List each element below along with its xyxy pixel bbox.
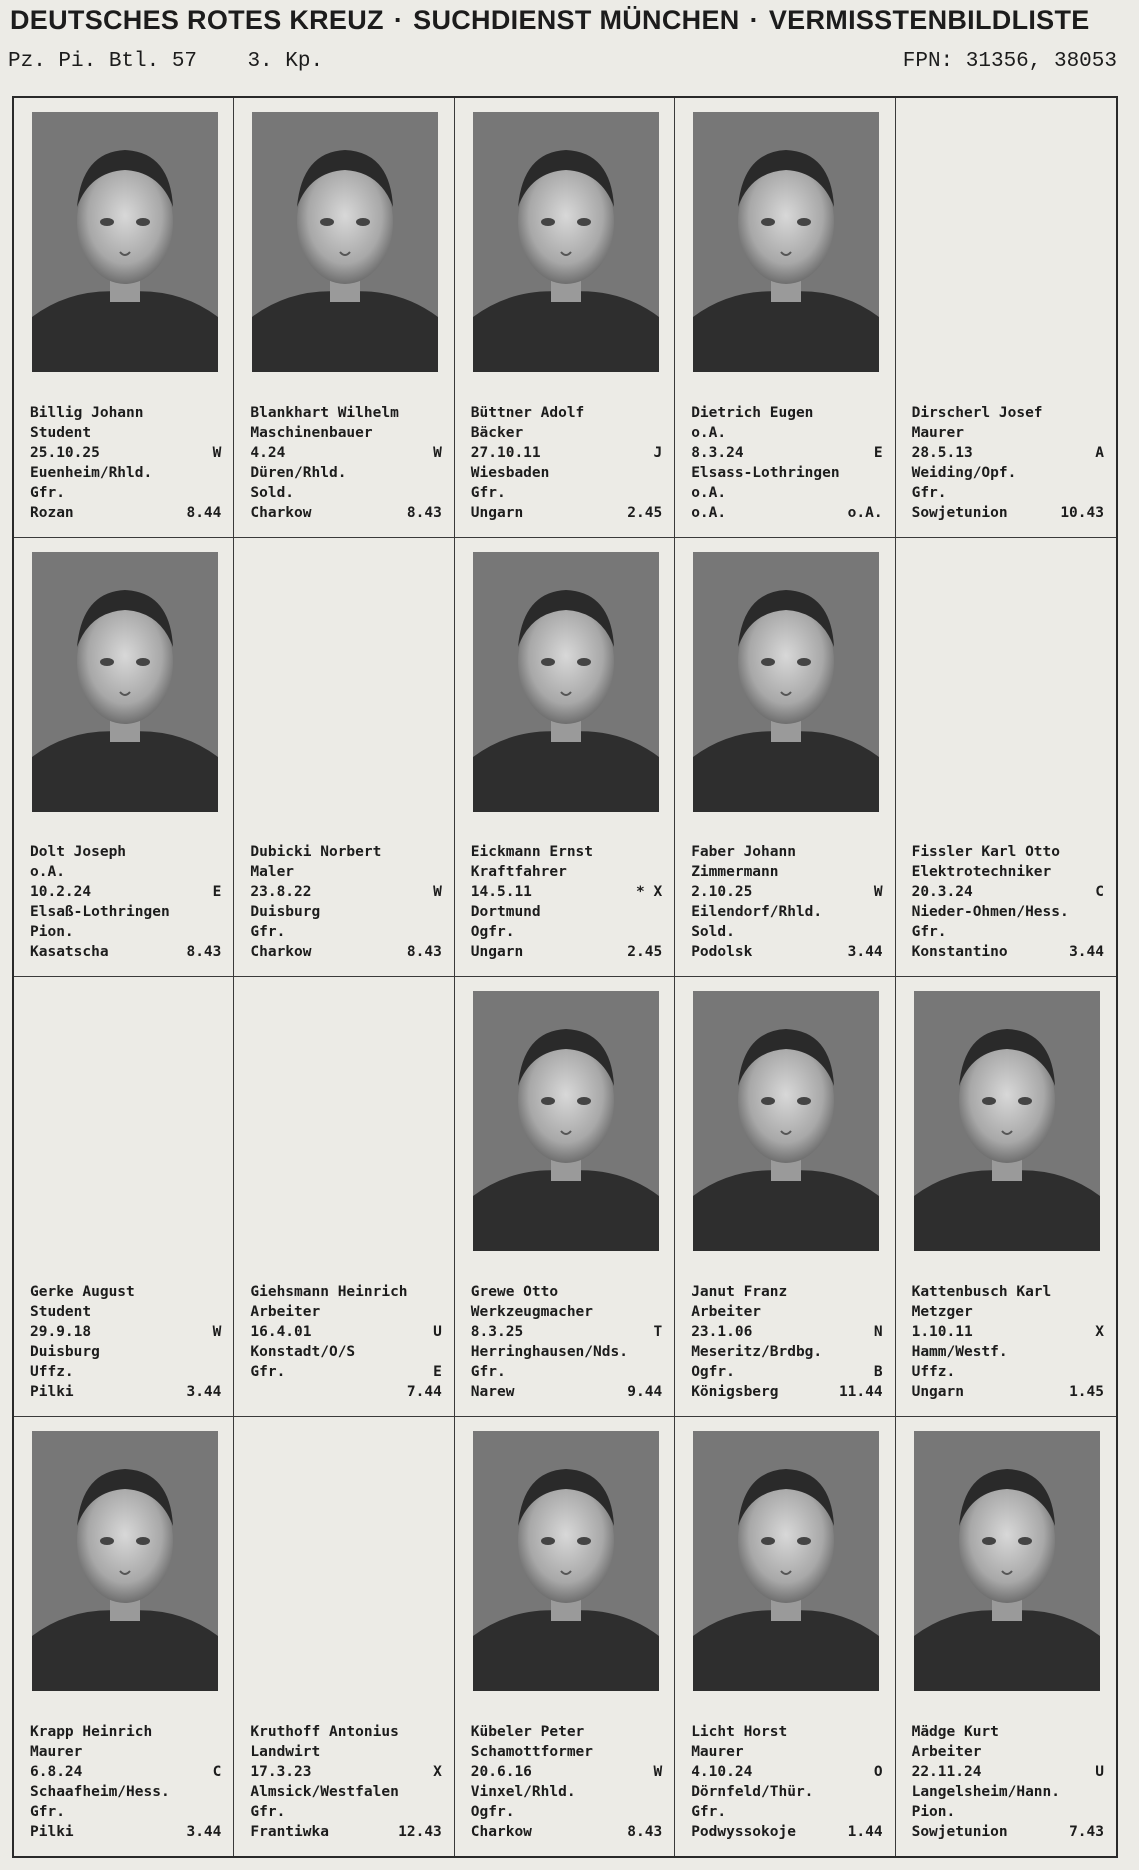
last-seen-date: 7.43 — [1069, 1824, 1104, 1840]
region-code: W — [873, 884, 883, 900]
region-code: E — [212, 884, 222, 900]
last-location: Rozan — [30, 504, 74, 521]
person-name: Licht Horst — [691, 1724, 788, 1740]
person-name: Dolt Joseph — [30, 844, 127, 860]
birthplace: Schaafheim/Hess. — [30, 1784, 170, 1800]
last-seen-date: 9.44 — [627, 1383, 663, 1400]
occupation: Kraftfahrer — [470, 864, 567, 880]
rank: Gfr. — [30, 1804, 65, 1820]
birth-date: 25.10.25 — [30, 444, 100, 461]
last-location: Sowjetunion — [911, 504, 1008, 521]
birth-date: 8.3.24 — [691, 444, 744, 461]
portrait-photo — [693, 1431, 879, 1691]
last-seen-date: 2.45 — [627, 944, 663, 960]
last-location: Podwyssokoje — [691, 1824, 796, 1840]
person-info — [30, 842, 221, 962]
person-name: Mädge Kurt — [911, 1724, 999, 1740]
birth-date: 8.3.25 — [470, 1323, 524, 1340]
region-code: W — [433, 884, 442, 900]
portrait-photo — [252, 112, 438, 372]
occupation: Arbeiter — [691, 1303, 762, 1320]
person-info — [30, 403, 221, 523]
birth-date: 14.5.11 — [470, 884, 532, 900]
occupation: Schamottformer — [470, 1744, 594, 1760]
title-part: SUCHDIENST MÜNCHEN — [413, 4, 740, 35]
occupation: o.A. — [691, 424, 727, 441]
rank: Gfr. — [30, 484, 65, 501]
person-name: Krapp Heinrich — [30, 1724, 153, 1740]
rank: Uffz. — [30, 1363, 74, 1380]
person-card — [896, 1417, 1116, 1857]
region-code: A — [1095, 444, 1104, 461]
last-location: Pilki — [30, 1824, 74, 1840]
person-info — [250, 403, 441, 523]
person-info — [30, 1722, 221, 1842]
last-location: o.A. — [691, 504, 727, 521]
last-location: Charkow — [250, 504, 312, 521]
rank: Ogfr. — [470, 1804, 515, 1820]
person-card — [234, 1417, 454, 1857]
region-code: U — [433, 1323, 442, 1340]
birthplace: Duisburg — [30, 1343, 100, 1360]
birthplace: Dörnfeld/Thür. — [691, 1784, 814, 1800]
birth-date: 4.10.24 — [691, 1764, 753, 1780]
rank: Gfr. — [911, 924, 947, 940]
birthplace: Dortmund — [470, 904, 541, 920]
birthplace: Almsick/Westfalen — [250, 1784, 399, 1800]
last-seen-date: 12.43 — [398, 1824, 442, 1840]
last-seen-date: 7.44 — [406, 1383, 442, 1400]
occupation: Maurer — [911, 424, 964, 441]
region-code: W — [653, 1764, 663, 1780]
region-code: J — [653, 444, 663, 461]
person-info — [912, 1282, 1104, 1402]
birthplace: Duisburg — [250, 904, 321, 920]
person-name: Büttner Adolf — [470, 404, 585, 421]
last-location: Ungarn — [911, 1383, 964, 1400]
occupation: Landwirt — [250, 1744, 321, 1760]
title-part: DEUTSCHES ROTES KREUZ — [10, 4, 384, 35]
person-name: Grewe Otto — [470, 1283, 559, 1300]
extra-code: B — [873, 1363, 883, 1380]
portrait-photo — [914, 1431, 1100, 1691]
person-name: Dietrich Eugen — [691, 404, 814, 421]
person-card — [675, 1417, 895, 1857]
rank: o.A. — [691, 484, 727, 501]
person-name: Kattenbusch Karl — [911, 1283, 1052, 1300]
region-code: X — [433, 1764, 442, 1780]
person-name: Kruthoff Antonius — [250, 1724, 399, 1740]
portrait-photo — [32, 112, 218, 372]
region-code: C — [212, 1764, 222, 1780]
unit-label: Pz. Pi. Btl. 57 3. Kp. — [8, 50, 324, 73]
person-card — [455, 1417, 675, 1857]
birthplace: Wiesbaden — [470, 464, 550, 481]
region-code: N — [873, 1323, 883, 1340]
occupation: Maler — [250, 864, 295, 880]
rank: Gfr. — [250, 924, 286, 940]
portrait-photo — [473, 991, 659, 1251]
birth-date: 20.3.24 — [911, 884, 973, 900]
birth-date: 4.24 — [250, 444, 286, 461]
rank: Ogfr. — [691, 1363, 735, 1380]
occupation: Metzger — [911, 1303, 973, 1320]
person-info — [250, 1722, 441, 1842]
person-card — [896, 977, 1116, 1417]
birthplace: Meseritz/Brdbg. — [691, 1343, 823, 1360]
birthplace: Vinxel/Rhld. — [470, 1784, 576, 1800]
person-card — [14, 538, 234, 978]
birthplace: Weiding/Opf. — [911, 464, 1017, 481]
person-name: Blankhart Wilhelm — [250, 404, 399, 421]
last-seen-date: 8.44 — [186, 504, 222, 521]
person-info — [250, 842, 441, 962]
last-seen-date: 8.43 — [627, 1824, 663, 1840]
rank: Sold. — [250, 484, 295, 501]
rank: Gfr. — [470, 1363, 506, 1380]
portrait-photo — [32, 1431, 218, 1691]
person-card — [455, 98, 675, 538]
birth-date: 16.4.01 — [250, 1323, 312, 1340]
person-info — [691, 403, 882, 523]
last-seen-date: 1.45 — [1069, 1383, 1104, 1400]
birthplace: Elsaß-Lothringen — [30, 904, 170, 920]
region-code: E — [873, 444, 883, 461]
occupation: Zimmermann — [691, 864, 779, 880]
person-name: Giehsmann Heinrich — [250, 1283, 408, 1300]
extra-code: E — [433, 1363, 442, 1380]
birth-date: 22.11.24 — [911, 1764, 982, 1780]
region-code: W — [212, 1323, 222, 1340]
document-title — [10, 2, 1130, 38]
rank: Pion. — [30, 924, 74, 940]
last-seen-date: 3.44 — [186, 1824, 222, 1840]
last-seen-date: 8.43 — [406, 504, 442, 521]
rank: Gfr. — [691, 1804, 727, 1820]
person-card — [675, 98, 895, 538]
person-name: Billig Johann — [30, 404, 144, 421]
fpn-label: FPN: 31356, 38053 — [902, 50, 1117, 73]
title-part: VERMISSTENBILDLISTE — [768, 4, 1090, 35]
region-code: O — [873, 1764, 883, 1780]
portrait-photo — [32, 552, 218, 812]
birth-date: 17.3.23 — [250, 1764, 312, 1780]
person-name: Dubicki Norbert — [250, 844, 382, 860]
person-name: Fissler Karl Otto — [911, 844, 1060, 860]
person-info — [471, 1722, 662, 1842]
person-info — [30, 1282, 221, 1402]
person-card — [675, 977, 895, 1417]
portrait-photo — [693, 991, 879, 1251]
birthplace: Langelsheim/Hann. — [911, 1784, 1060, 1800]
person-info — [691, 1722, 882, 1842]
birth-date: 2.10.25 — [691, 884, 753, 900]
birth-date: 27.10.11 — [470, 444, 541, 461]
person-card — [896, 98, 1116, 538]
rank: Gfr. — [470, 484, 506, 501]
title-separator: · — [749, 4, 759, 35]
person-card — [675, 538, 895, 978]
region-code: * X — [635, 884, 663, 900]
region-code: W — [433, 444, 442, 461]
birth-date: 10.2.24 — [30, 884, 92, 900]
occupation: Elektrotechniker — [911, 864, 1052, 880]
portrait-photo — [914, 991, 1100, 1251]
last-location: Charkow — [250, 944, 312, 960]
portrait-photo — [693, 112, 879, 372]
person-name: Janut Franz — [691, 1283, 788, 1300]
rank: Gfr. — [250, 1804, 286, 1820]
last-seen-date: o.A. — [847, 504, 883, 521]
last-seen-date: 10.43 — [1060, 504, 1104, 521]
region-code: T — [653, 1323, 663, 1340]
region-code: C — [1095, 884, 1104, 900]
person-card — [14, 977, 234, 1417]
birthplace: Euenheim/Rhld. — [30, 464, 153, 481]
person-info — [912, 1722, 1104, 1842]
person-card — [234, 98, 454, 538]
region-code: W — [212, 444, 222, 461]
person-info — [471, 842, 662, 962]
person-name: Dirscherl Josef — [911, 404, 1043, 421]
last-seen-date: 1.44 — [847, 1824, 883, 1840]
person-name: Gerke August — [30, 1283, 135, 1300]
occupation: Maschinenbauer — [250, 424, 373, 441]
person-info — [471, 1282, 662, 1402]
last-location: Ungarn — [470, 504, 524, 521]
portrait-photo — [693, 552, 879, 812]
last-location: Königsberg — [691, 1383, 779, 1400]
birth-date: 29.9.18 — [30, 1323, 92, 1340]
birthplace: Konstadt/O/S — [250, 1343, 356, 1360]
birthplace: Eilendorf/Rhld. — [691, 904, 823, 920]
rank: Gfr. — [250, 1363, 286, 1380]
rank: Uffz. — [911, 1363, 956, 1380]
occupation: Bäcker — [470, 424, 524, 441]
birth-date: 1.10.11 — [911, 1323, 973, 1340]
occupation: Maurer — [691, 1744, 744, 1760]
last-seen-date: 3.44 — [1069, 944, 1104, 960]
person-card — [455, 538, 675, 978]
birth-date: 20.6.16 — [470, 1764, 532, 1780]
portrait-photo — [473, 112, 659, 372]
person-card — [234, 538, 454, 978]
person-name: Eickmann Ernst — [470, 844, 594, 860]
birthplace: Hamm/Westf. — [911, 1343, 1008, 1360]
person-info — [691, 842, 882, 962]
birth-date: 23.1.06 — [691, 1323, 753, 1340]
occupation: Arbeiter — [911, 1744, 982, 1760]
birthplace: Düren/Rhld. — [250, 464, 347, 481]
rank: Pion. — [911, 1804, 956, 1820]
last-location: Sowjetunion — [911, 1824, 1008, 1840]
person-info — [912, 403, 1104, 523]
person-info — [912, 842, 1104, 962]
person-name: Faber Johann — [691, 844, 796, 860]
birthplace: Herringhausen/Nds. — [470, 1343, 628, 1360]
occupation: o.A. — [30, 864, 65, 880]
region-code: U — [1095, 1764, 1104, 1780]
last-seen-date: 8.43 — [186, 944, 222, 960]
last-location: Kasatscha — [30, 944, 109, 960]
portrait-photo — [473, 1431, 659, 1691]
last-location: Narew — [470, 1383, 515, 1400]
person-name: Kübeler Peter — [470, 1724, 585, 1740]
region-code: X — [1095, 1323, 1104, 1340]
person-card — [14, 1417, 234, 1857]
last-location: Pilki — [30, 1383, 74, 1400]
missing-persons-grid — [12, 96, 1118, 1858]
last-seen-date: 8.43 — [406, 944, 442, 960]
last-location: Ungarn — [470, 944, 524, 960]
occupation: Student — [30, 424, 92, 441]
birth-date: 6.8.24 — [30, 1764, 83, 1780]
title-separator: · — [393, 4, 404, 35]
person-card — [896, 538, 1116, 978]
occupation: Werkzeugmacher — [470, 1303, 594, 1320]
person-card — [455, 977, 675, 1417]
last-seen-date: 11.44 — [838, 1383, 883, 1400]
person-card — [14, 98, 234, 538]
birth-date: 28.5.13 — [911, 444, 973, 461]
last-seen-date: 3.44 — [847, 944, 883, 960]
last-location: Konstantino — [911, 944, 1008, 960]
person-info — [471, 403, 662, 523]
occupation: Student — [30, 1303, 92, 1320]
birth-date: 23.8.22 — [250, 884, 312, 900]
rank: Gfr. — [911, 484, 947, 501]
last-seen-date: 2.45 — [627, 504, 663, 521]
person-info — [691, 1282, 882, 1402]
occupation: Maurer — [30, 1744, 83, 1760]
last-location: Charkow — [470, 1824, 532, 1840]
birthplace: Elsass-Lothringen — [691, 464, 840, 481]
last-seen-date: 3.44 — [186, 1383, 222, 1400]
person-card — [234, 977, 454, 1417]
rank: Ogfr. — [470, 924, 515, 940]
birthplace: Nieder-Ohmen/Hess. — [911, 904, 1069, 920]
last-location: Podolsk — [691, 944, 753, 960]
last-location: Frantiwka — [250, 1824, 329, 1840]
portrait-photo — [473, 552, 659, 812]
occupation: Arbeiter — [250, 1303, 321, 1320]
person-info — [250, 1282, 441, 1402]
rank: Sold. — [691, 924, 735, 940]
